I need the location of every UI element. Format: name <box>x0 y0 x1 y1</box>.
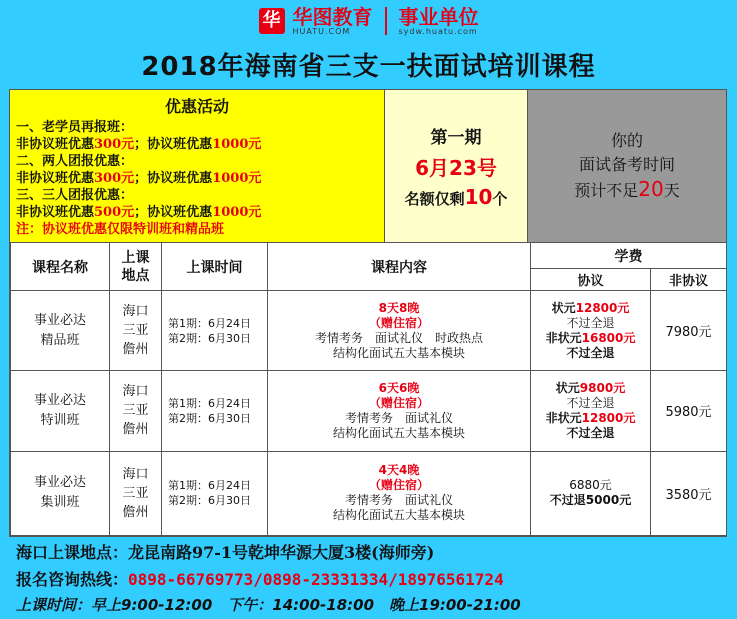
session-date: 6月23号 <box>415 156 497 180</box>
brand-name: 华图教育 <box>292 4 373 29</box>
modules-line: 结构化面试五大基本模块 <box>332 425 465 440</box>
fee-line <box>531 411 650 426</box>
promo-amount-a: 500元 <box>94 205 135 220</box>
hotline-label: 报名咨询热线： <box>16 570 129 589</box>
fee-line <box>531 301 650 316</box>
promo-item-label: 一、老学员再报班： <box>16 120 134 135</box>
promo-item-label: 二、两人团报优惠： <box>16 154 134 169</box>
lodging-note: （赠住宿） <box>368 315 429 330</box>
fee-line <box>531 331 650 346</box>
fee-prefix: 不过全退 <box>566 395 615 410</box>
content-cell <box>268 371 531 451</box>
non-agreement-fee: 5980元 <box>651 371 727 451</box>
fee-amount: 9800元 <box>579 380 626 395</box>
session-label: 第一期 <box>430 128 482 148</box>
fee-amount: 12800元 <box>581 410 636 425</box>
location-item: 儋州 <box>122 422 149 438</box>
course-name: 事业必达特训班 <box>33 392 86 428</box>
modules-line: 考情考务 面试礼仪 <box>344 493 453 508</box>
fee-prefix: 非状元 <box>545 330 582 345</box>
promo-text-a: 非协议班优惠 <box>16 205 95 220</box>
time-item: 第1期：6月24日 <box>168 316 251 330</box>
fee-line <box>531 346 650 361</box>
location-item: 三亚 <box>122 323 149 339</box>
division-name: 事业单位 <box>398 4 479 29</box>
fee-line <box>531 493 650 508</box>
huatu-logo-icon: 华 <box>259 8 285 34</box>
countdown-prefix: 预计不足 <box>574 181 639 200</box>
promo-sep: ； <box>134 137 148 152</box>
content-cell <box>268 451 531 535</box>
course-name-cell <box>11 371 110 451</box>
fee-prefix: 状元 <box>551 300 576 315</box>
countdown-suffix: 天 <box>663 181 680 200</box>
session-quota <box>405 185 508 209</box>
promo-item-detail <box>16 136 378 153</box>
table-row <box>11 371 727 451</box>
time-item: 第1期：6月24日 <box>168 479 251 493</box>
session-box <box>385 90 528 242</box>
fee-line <box>531 381 650 396</box>
header-time: 上课时间 <box>162 243 268 291</box>
brand-block <box>292 4 373 36</box>
quota-prefix: 名额仅剩 <box>404 190 465 208</box>
location-cell <box>110 451 162 535</box>
fee-amount: 16800元 <box>581 330 636 345</box>
course-duration: 4天4晚 <box>378 463 420 478</box>
header-course-name: 课程名称 <box>11 243 110 291</box>
promo-list <box>16 119 378 221</box>
promo-text-b: 协议班优惠 <box>147 137 213 152</box>
promo-amount-b: 1000元 <box>212 171 262 186</box>
promo-box <box>10 90 385 242</box>
time-item: 第2期：6月30日 <box>168 494 251 508</box>
lodging-note: （赠住宿） <box>368 478 429 493</box>
fee-prefix: 状元 <box>555 380 580 395</box>
time-item: 第2期：6月30日 <box>168 331 251 345</box>
modules-line: 考情考务 面试礼仪 <box>344 410 453 425</box>
countdown-line2: 面试备考时间 <box>578 155 675 174</box>
division-site: sydw.huatu.com <box>398 26 478 36</box>
promo-amount-b: 1000元 <box>212 205 262 220</box>
non-agreement-fee: 3580元 <box>651 451 727 535</box>
promo-item-detail <box>16 204 378 221</box>
header-content: 课程内容 <box>268 243 531 291</box>
location-item: 海口 <box>122 384 149 400</box>
promo-text-a: 非协议班优惠 <box>16 171 95 186</box>
modules-line: 结构化面试五大基本模块 <box>332 345 465 360</box>
page-title: 2018年海南省三支一扶面试培训课程 <box>141 52 596 82</box>
table-row <box>11 291 727 371</box>
fee-line <box>531 478 650 493</box>
content-cell <box>268 291 531 371</box>
location-item: 三亚 <box>122 485 149 501</box>
course-name-cell <box>11 291 110 371</box>
table-row <box>11 451 727 535</box>
countdown-line3 <box>574 177 679 203</box>
footer-address: 海口上课地点：龙昆南路97-1号乾坤华源大厦3楼(海师旁) <box>16 543 435 562</box>
course-name: 事业必达精品班 <box>33 312 86 348</box>
agreement-fee-cell <box>531 371 651 451</box>
fee-line <box>531 316 650 331</box>
time-cell <box>162 371 268 451</box>
promo-amount-a: 300元 <box>94 171 135 186</box>
promo-note: 注：协议班优惠仅限特训班和精品班 <box>16 222 225 237</box>
header-agreement: 协议 <box>531 269 651 291</box>
footer-hotline <box>16 567 504 590</box>
course-duration: 8天8晚 <box>378 300 420 315</box>
location-cell <box>110 291 162 371</box>
location-cell <box>110 371 162 451</box>
location-item: 儋州 <box>122 504 149 520</box>
fee-prefix: 6880元 <box>569 478 612 493</box>
promo-text-b: 协议班优惠 <box>147 205 213 220</box>
fee-prefix: 非状元 <box>545 410 582 425</box>
header-location-text: 上课地点 <box>121 249 150 284</box>
time-item: 第1期：6月24日 <box>168 396 251 410</box>
brand-site: HUATU.COM <box>292 26 351 36</box>
promo-sep: ； <box>134 171 148 186</box>
time-cell <box>162 451 268 535</box>
countdown-days: 20 <box>638 177 664 201</box>
footer-schedule: 上课时间：早上9:00-12:00 下午：14:00-18:00 晚上19:00-21:00 <box>16 596 521 614</box>
promo-item-label: 三、三人团报优惠： <box>16 188 134 203</box>
course-rows <box>11 291 727 536</box>
course-table <box>10 242 727 536</box>
countdown-line1: 你的 <box>610 131 643 150</box>
fee-prefix: 不过退5000元 <box>549 493 632 508</box>
location-item: 儋州 <box>122 342 149 358</box>
promo-item-detail <box>16 170 378 187</box>
agreement-fee-cell <box>531 291 651 371</box>
course-name-cell <box>11 451 110 535</box>
lodging-note: （赠住宿） <box>368 395 429 410</box>
location-item: 海口 <box>122 304 149 320</box>
division-block <box>398 4 479 36</box>
hotline-numbers: 0898-66769773/0898-23331334/18976561724 <box>128 570 504 589</box>
course-name: 事业必达集训班 <box>33 475 86 511</box>
quota-suffix: 个 <box>492 190 508 208</box>
fee-amount: 12800元 <box>575 300 630 315</box>
header-fee: 学费 <box>531 243 727 269</box>
agreement-fee-cell <box>531 451 651 535</box>
modules-line: 结构化面试五大基本模块 <box>332 508 465 523</box>
header-location <box>110 243 162 291</box>
quota-number: 10 <box>464 185 493 209</box>
fee-line <box>531 396 650 411</box>
course-duration: 6天6晚 <box>378 380 420 395</box>
promo-text-a: 非协议班优惠 <box>16 137 95 152</box>
fee-prefix: 不过全退 <box>566 345 615 360</box>
promo-sep: ； <box>134 205 148 220</box>
brand-header <box>0 0 737 42</box>
location-item: 三亚 <box>122 403 149 419</box>
course-panel <box>9 89 727 537</box>
fee-line <box>531 426 650 441</box>
header-non-agreement: 非协议 <box>651 269 727 291</box>
time-item: 第2期：6月30日 <box>168 411 251 425</box>
promo-text-b: 协议班优惠 <box>147 171 213 186</box>
location-item: 海口 <box>122 466 149 482</box>
modules-line: 考情考务 面试礼仪 时政热点 <box>314 330 483 345</box>
fee-prefix: 不过全退 <box>566 425 615 440</box>
fee-prefix: 不过全退 <box>566 315 615 330</box>
time-cell <box>162 291 268 371</box>
non-agreement-fee: 7980元 <box>651 291 727 371</box>
promo-heading: 优惠活动 <box>164 97 229 116</box>
brand-divider <box>385 7 387 35</box>
countdown-box <box>528 90 726 242</box>
promo-amount-a: 300元 <box>94 137 135 152</box>
promo-amount-b: 1000元 <box>212 137 262 152</box>
